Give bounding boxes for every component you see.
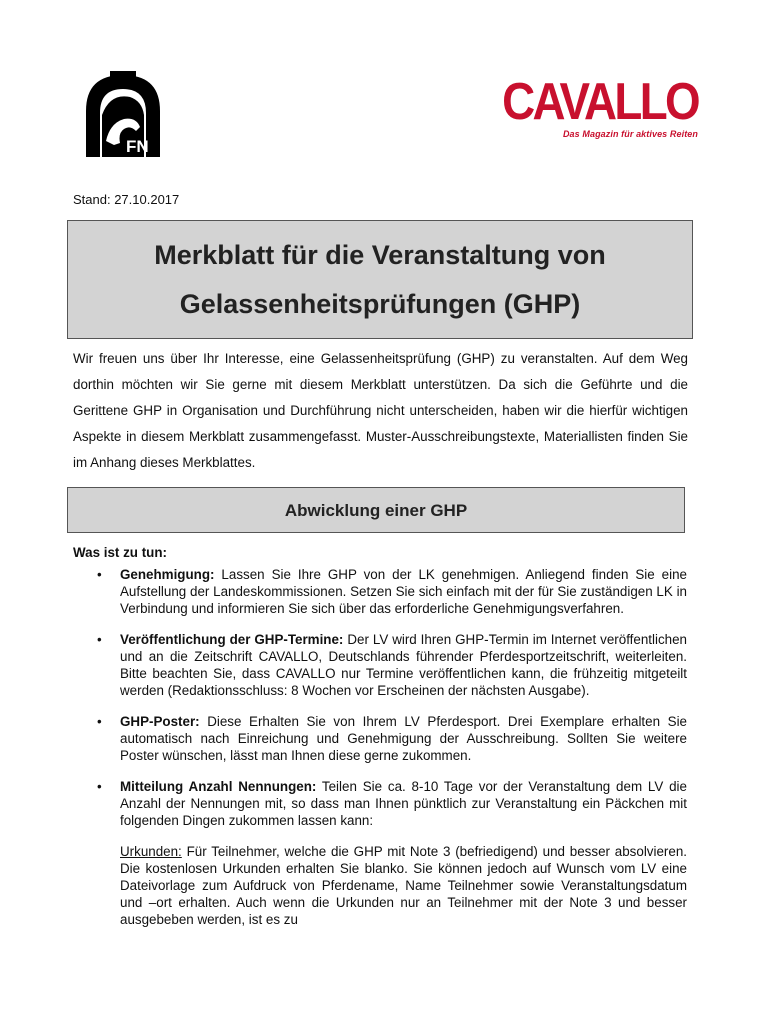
document-date: Stand: 27.10.2017: [73, 192, 180, 207]
list-item: [73, 713, 687, 764]
item-text: Diese Erhalten Sie von Ihrem LV Pferdesport. Drei Exemplare erhalten Sie automatisch nach Einreichung und Genehmigung der Ausschreibung. Sollten Sie weitere Poster wünschen, lässt man Ihnen diese gerne zukommen.: [120, 714, 687, 763]
sub-text: Für Teilnehmer, welche die GHP mit Note 3 (befriedigend) und besser absolvieren. Die kostenlosen Urkunden erhalten Sie blanko. Sie können jedoch auf Wunsch vom LV eine Dateivorlage zum Aufdruck von Pferdename, Name Teilnehmer sowie Veranstaltungsdatum und –ort erhalten. Auch wenn die Urkunden nur an Teilnehmer mit der Note 3 und besser ausgebeben werden, ist es zu: [120, 844, 687, 927]
cavallo-tagline: Das Magazin für aktives Reiten: [562, 129, 698, 139]
bullet-icon: •: [97, 714, 102, 729]
title-box: [67, 220, 693, 339]
item-label: Mitteilung Anzahl Nennungen:: [120, 779, 317, 794]
title-line-1: Merkblatt für die Veranstaltung von: [154, 240, 606, 270]
list-item: [73, 631, 687, 699]
sub-label: Urkunden:: [120, 844, 182, 859]
item-label: Genehmigung:: [120, 567, 215, 582]
todo-heading: Was ist zu tun:: [73, 545, 167, 560]
bullet-icon: •: [97, 779, 102, 794]
todo-list: [73, 566, 687, 942]
cavallo-wordmark: CAVALLO: [502, 73, 698, 131]
cavallo-logo: [474, 73, 698, 139]
title-line-2: Gelassenheitsprüfungen (GHP): [179, 289, 581, 319]
section-heading: Abwicklung einer GHP: [67, 487, 685, 533]
intro-paragraph: Wir freuen uns über Ihr Interesse, eine Gelassenheitsprüfung (GHP) zu veranstalten. Auf dem Weg dorthin möchten wir Sie gerne mit diesem Merkblatt unterstützen. Da sich die Geführte und die Gerittene GHP in Organisation und Durchführung nicht unterscheiden, haben wir die hierfür wichtigen Aspekte in diesem Merkblatt zusammengefasst. Muster-Ausschreibungstexte, Materiallisten finden Sie im Anhang dieses Merkblattes.: [73, 351, 688, 470]
item-label: GHP-Poster:: [120, 714, 200, 729]
bullet-icon: •: [97, 567, 102, 582]
item-text: Teilen Sie ca. 8-10 Tage vor der Veranstaltung dem LV die Anzahl der Nennungen mit, so dass man Ihnen pünktlich zur Veranstaltung ein Päckchen mit folgenden Dingen zukommen lassen kann:: [120, 779, 687, 828]
svg-text:FN: FN: [126, 137, 149, 156]
item-label: Veröffentlichung der GHP-Termine:: [120, 632, 344, 647]
fn-logo: [80, 71, 166, 157]
item-text: Lassen Sie Ihre GHP von der LK genehmigen. Anliegend finden Sie eine Aufstellung der Landeskommissionen. Setzen Sie sich einfach mit der für Sie zuständigen LK in Verbindung und informieren Sie sich über das erforderliche Genehmigungsverfahren.: [120, 567, 687, 616]
list-item: [73, 778, 687, 928]
sub-paragraph: [120, 843, 687, 928]
list-item: [73, 566, 687, 617]
item-text: Der LV wird Ihren GHP-Termin im Internet veröffentlichen und an die Zeitschrift CAVALLO, Deutschlands führender Pferdesportzeitschrift, weiterleiten. Bitte beachten Sie, dass CAVALLO nur Termine veröffentlichen kann, die frühzeitig mitgeteilt werden (Redaktionsschluss: 8 Wochen vor Erscheinen der nächsten Ausgabe).: [120, 632, 688, 698]
bullet-icon: •: [97, 632, 102, 647]
